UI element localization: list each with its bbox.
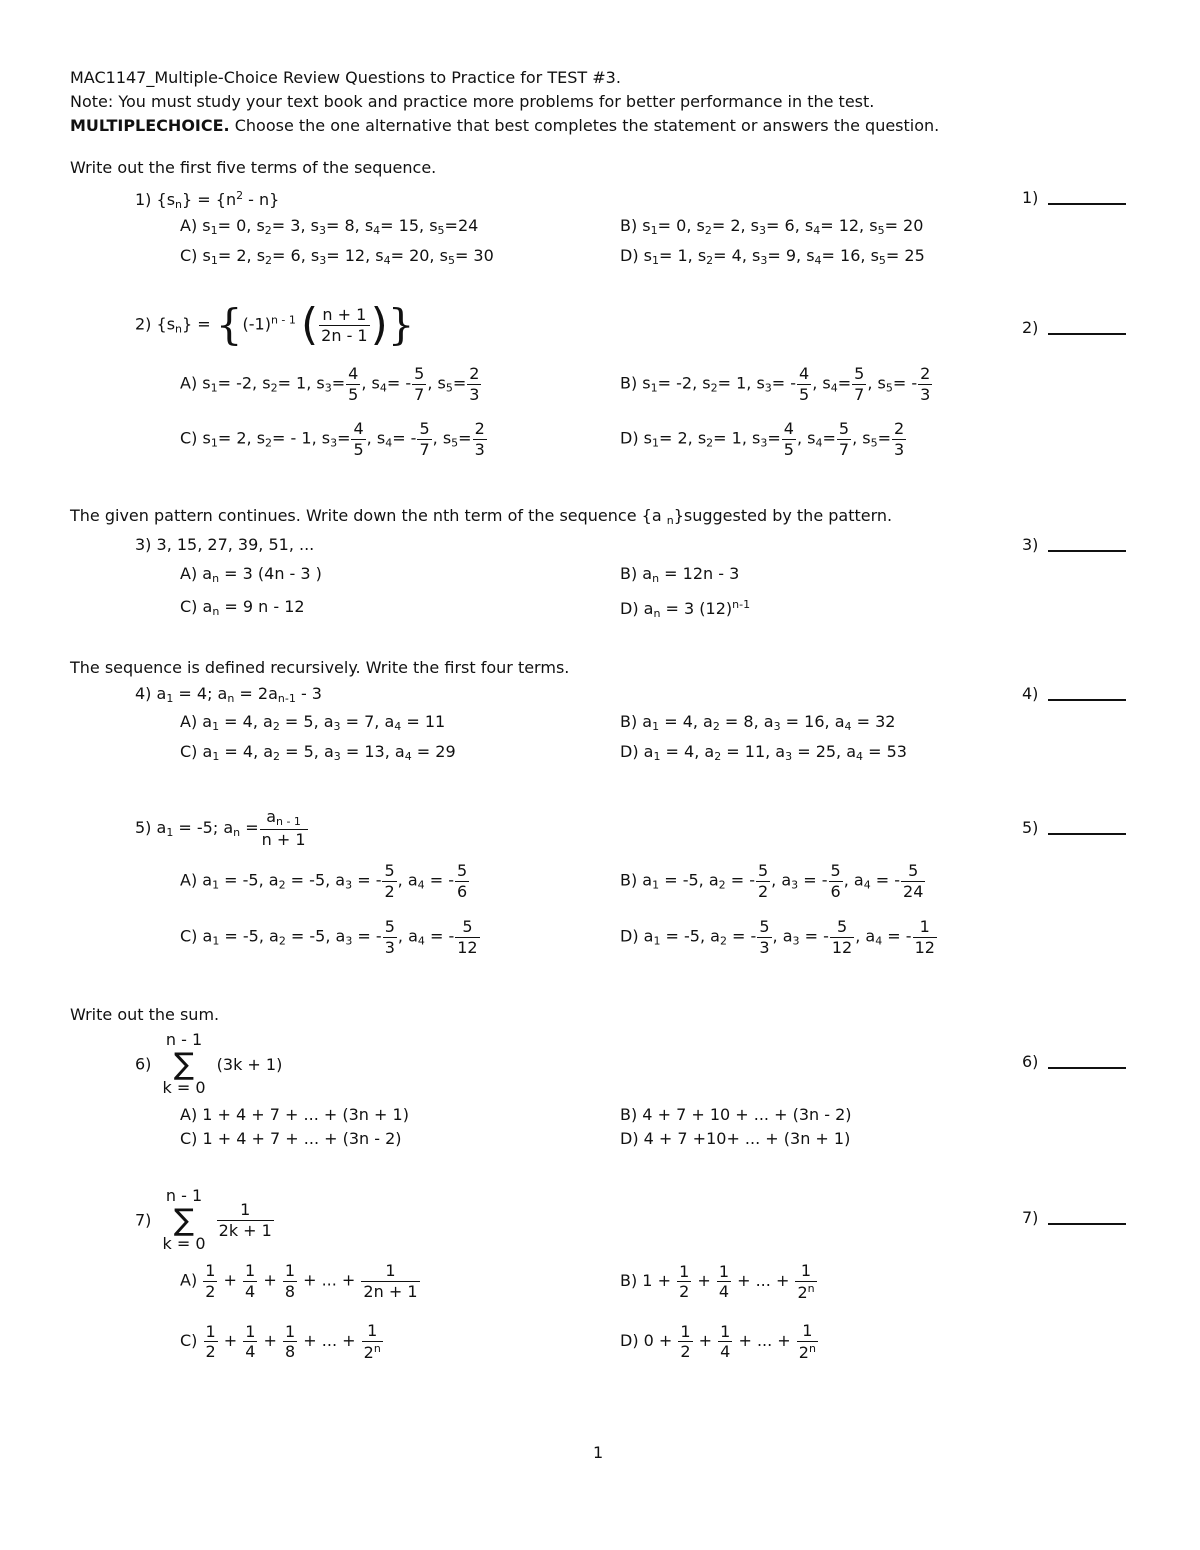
sum-expression: (3k + 1) [216,1054,283,1074]
option-1a: A) $s_1= 0$, $s_2= 3$, $s_3= 8$, $s_4= 15$, $s_5=24$ [180,216,479,237]
option-6a: A) 1 + 4 + 7 + ... + (3n + 1) [180,1105,409,1124]
sigma-icon: ∑ [173,1046,195,1082]
option-6b: B) 4 + 7 + 10 + ... + (3n - 2) [620,1105,852,1124]
option-6c: C) 1 + 4 + 7 + ... + (3n - 2) [180,1129,402,1148]
answer-blank-7[interactable]: 7) [1022,1210,1126,1226]
question-6-stem: 6) n - 1 ∑ k = 0 (3k + 1) [135,1030,283,1098]
option-6d: D) 4 + 7 +10+ ... + (3n + 1) [620,1129,851,1148]
option-4b: B) $a_1 = 4$, $a_2 = 8$, $a_3 = 16$, $a_4 = 32$ [620,712,896,733]
question-3-stem: 3) 3, 15, 27, 39, 51, ... [135,535,315,554]
option-7c: C) $\frac{1}{2}$ + $\frac{1}{4}$ + $\frac{1}{8}$ + ... + $\frac{1}{2^n}$ [180,1321,381,1362]
sum-lower-limit: k = 0 [162,1078,206,1098]
option-2b: B) $s_1= -2$, $s_2= 1$, $s_3=$ - $\frac{4}{5}$ , $s_4=$ $\frac{5}{7}$ , $s_5=$ - $\frac{2}{3}$ [620,364,931,404]
option-3c: C) $a_n = 9$ n - 12 [180,597,305,618]
option-2d: D) $s_1= 2$, $s_2= 1$, $s_3=$ $\frac{4}{5}$ , $s_4=$ $\frac{5}{7}$ , $s_5=$ $\frac{2}{3}$ [620,419,905,459]
answer-blank-6[interactable]: 6) [1022,1054,1126,1070]
question-2-stem: 2) $\{s_n\} = \{(-1)^{n - 1}$ ( $\frac{n + 1}{2n - 1}$ )} [135,299,415,350]
sum-upper-limit: n - 1 [165,1030,203,1049]
instruction-line [70,118,939,134]
option-7b: B) 1 + $\frac{1}{2}$ + $\frac{1}{4}$ + ... + $\frac{1}{2^n}$ [620,1261,815,1302]
answer-blank-4[interactable]: 4) [1022,686,1126,702]
section-heading: Write out the sum. [70,1005,220,1024]
option-5c: C) $a_1 = -5$, $a_2 = -5$, $a_3$ = - $\frac{5}{3}$ , $a_4$ = - $\frac{5}{12}$ [180,917,478,957]
question-7-stem: 7) n - 1 ∑ k = 0 $\frac{1}{2k + 1}$ [135,1186,272,1254]
option-2c: C) $s_1= 2$, $s_2= - 1$, $s_3=$ $\frac{4}{5}$ , $s_4=$ - $\frac{5}{7}$ , $s_5=$ $\frac{2}{3}$ [180,419,485,459]
section-heading: Write out the first five terms of the sequence. [70,158,437,177]
question-4-stem: 4) $a_1 = 4$; $a_n = 2a_{n-1} - 3$ [135,684,322,705]
option-3d: D) $a_n = 3$ $(12)^{n-1}$ [620,598,751,620]
option-4a: A) $a_1 = 4$, $a_2 = 5$, $a_3 = 7$, $a_4 = 11$ [180,712,446,733]
section-heading: The given pattern continues. Write down the nth term of the sequence {a $_n$}suggested by the pattern. [70,506,893,527]
instruction-text: Choose the one alternative that best completes the statement or answers the question. [229,116,940,135]
option-1c: C) $s_1= 2$, $s_2= 6$, $s_3= 12$, $s_4= 20$, $s_5= 30$ [180,246,494,267]
sigma-icon: ∑ [173,1202,195,1238]
option-3a: A) $a_n = 3$ (4n - 3 ) [180,564,322,585]
option-4c: C) $a_1 = 4$, $a_2 = 5$, $a_3 = 13$, $a_4 = 29$ [180,742,456,763]
instruction-heading: MULTIPLECHOICE. [70,116,230,135]
option-7d: D) 0 + $\frac{1}{2}$ + $\frac{1}{4}$ + ... + $\frac{1}{2^n}$ [620,1321,816,1362]
option-4d: D) $a_1 = 4$, $a_2 = 11$, $a_3 = 25$, $a_4 = 53$ [620,742,907,763]
option-1d: D) $s_1= 1$, $s_2= 4$, $s_3= 9$, $s_4= 16$, $s_5= 25$ [620,246,925,267]
option-1b: B) $s_1= 0$, $s_2= 2$, $s_3= 6$, $s_4= 12$, $s_5= 20$ [620,216,924,237]
answer-blank-3[interactable]: 3) [1022,537,1126,553]
document-title: MAC1147_Multiple-Choice Review Questions to Practice for TEST #3. [70,68,621,87]
option-2a: A) $s_1= -2$, $s_2= 1$, $s_3=$ $\frac{4}{5}$ , $s_4=$ - $\frac{5}{7}$ , $s_5=$ $\frac{2}{3}$ [180,364,480,404]
option-3b: B) $a_n = 12n - 3$ [620,564,740,585]
page-number: 1 [593,1443,604,1462]
option-5d: D) $a_1 = -5$, $a_2$ = - $\frac{5}{3}$ , $a_3$ = - $\frac{5}{12}$ , $a_4$ = - $\frac{1}{12}$ [620,917,935,957]
study-note: Note: You must study your text book and practice more problems for better performance in the test. [70,92,875,111]
question-5-stem: 5) $a_1 = -5$; $a_n$ = $\frac{a_{n - 1}}{n + 1}$ [135,807,306,850]
sum-upper-limit: n - 1 [165,1186,203,1205]
answer-blank-2[interactable]: 2) [1022,320,1126,336]
option-5a: A) $a_1 = -5$, $a_2 = -5$, $a_3$ = - $\frac{5}{2}$ , $a_4$ = - $\frac{5}{6}$ [180,861,468,901]
option-5b: B) $a_1 = -5$, $a_2$ = - $\frac{5}{2}$ , $a_3$ = - $\frac{5}{6}$ , $a_4$ = - $\frac{5}{24}$ [620,861,924,901]
answer-blank-1[interactable]: 1) [1022,190,1126,206]
answer-blank-5[interactable]: 5) [1022,820,1126,836]
question-1-stem: 1) $\{s_n\} = \{n^2 - n\}$ [135,189,280,211]
sum-lower-limit: k = 0 [162,1234,206,1254]
section-heading: The sequence is defined recursively. Write the first four terms. [70,658,570,677]
option-7a: A) $\frac{1}{2}$ + $\frac{1}{4}$ + $\frac{1}{8}$ + ... + $\frac{1}{2n + 1}$ [180,1261,418,1301]
